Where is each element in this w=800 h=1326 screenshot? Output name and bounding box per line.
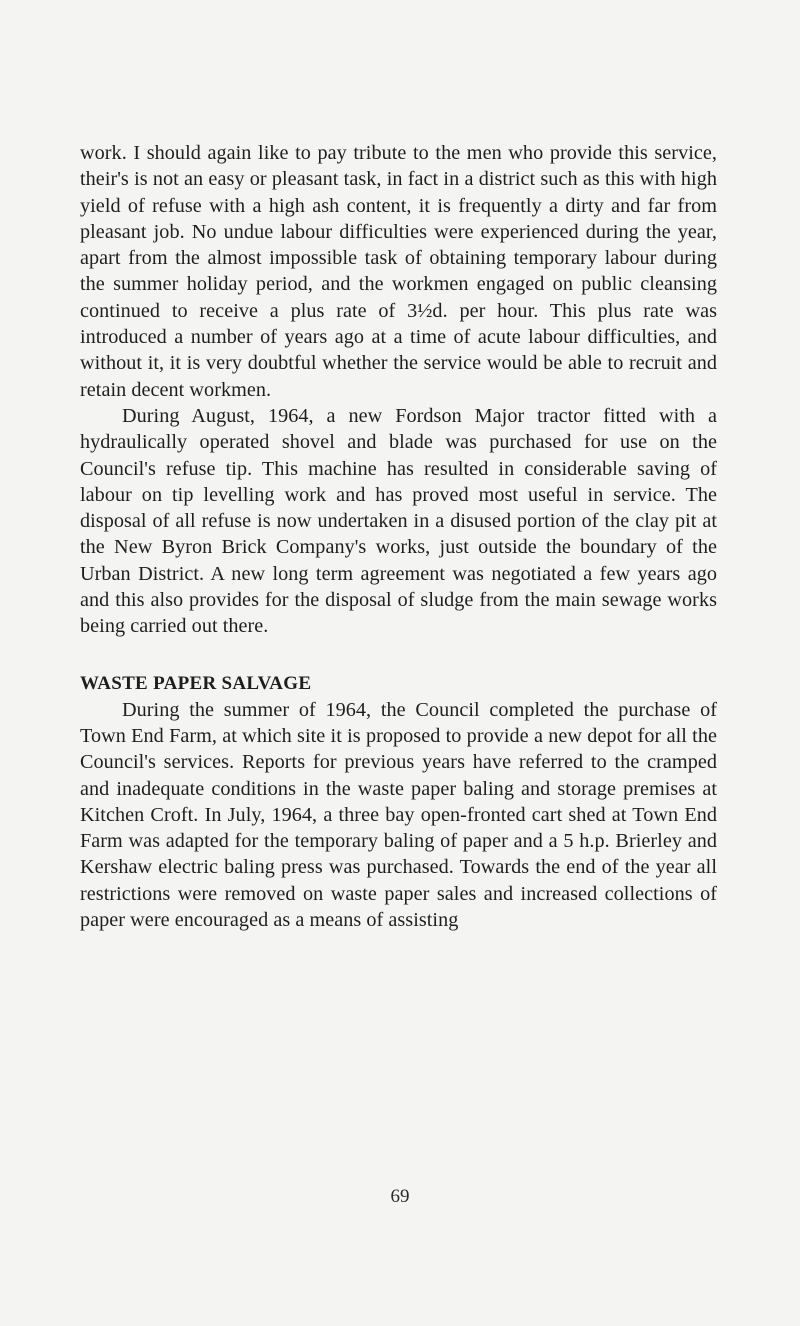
document-page bbox=[80, 140, 717, 933]
paragraph-waste-paper: During the summer of 1964, the Council completed the purchase of Town End Farm, at which site it is proposed to provide a new depot for all the Council's services. Reports for previous years have referred to the cramped and inadequate conditions in the waste paper baling and storage premises at Kitchen Croft. In July, 1964, a three bay open-fronted cart shed at Town End Farm was adapted for the temporary baling of paper and a 5 h.p. Brierley and Kershaw electric baling press was purchased. Towards the end of the year all restrictions were removed on waste paper sales and increased collections of paper were encouraged as a means of assisting bbox=[80, 698, 717, 932]
page-number: 69 bbox=[390, 1186, 410, 1207]
section-spacer bbox=[80, 640, 717, 671]
section-heading: WASTE PAPER SALVAGE bbox=[80, 672, 312, 694]
paragraph-tractor-purchase: During August, 1964, a new Fordson Major tractor fitted with a hydraulically operated shovel and blade was purchased for use on the Council's refuse tip. This machine has resulted in considerable saving of labour on tip levelling work and has proved most useful in service. The disposal of all refuse is now undertaken in a disused portion of the clay pit at the New Byron Brick Company's works, just outside the boundary of the Urban District. A new long term agreement was negotiated a few years ago and this also provides for the disposal of sludge from the main sewage works being carried out there. bbox=[80, 404, 717, 638]
paragraph-refuse-collection: work. I should again like to pay tribute to the men who provide this service, their's is not an easy or pleasant task, in fact in a district such as this with high yield of refuse with a high ash content, it is frequently a dirty and far from pleasant job. No undue labour difficulties were experienced during the year, apart from the almost impossible task of obtaining temporary labour during the summer holiday period, and the workmen engaged on public cleansing continued to receive a plus rate of 3½d. per hour. This plus rate was introduced a number of years ago at a time of acute labour difficulties, and without it, it is very doubtful whether the service would be able to recruit and retain decent workmen. bbox=[80, 142, 717, 401]
